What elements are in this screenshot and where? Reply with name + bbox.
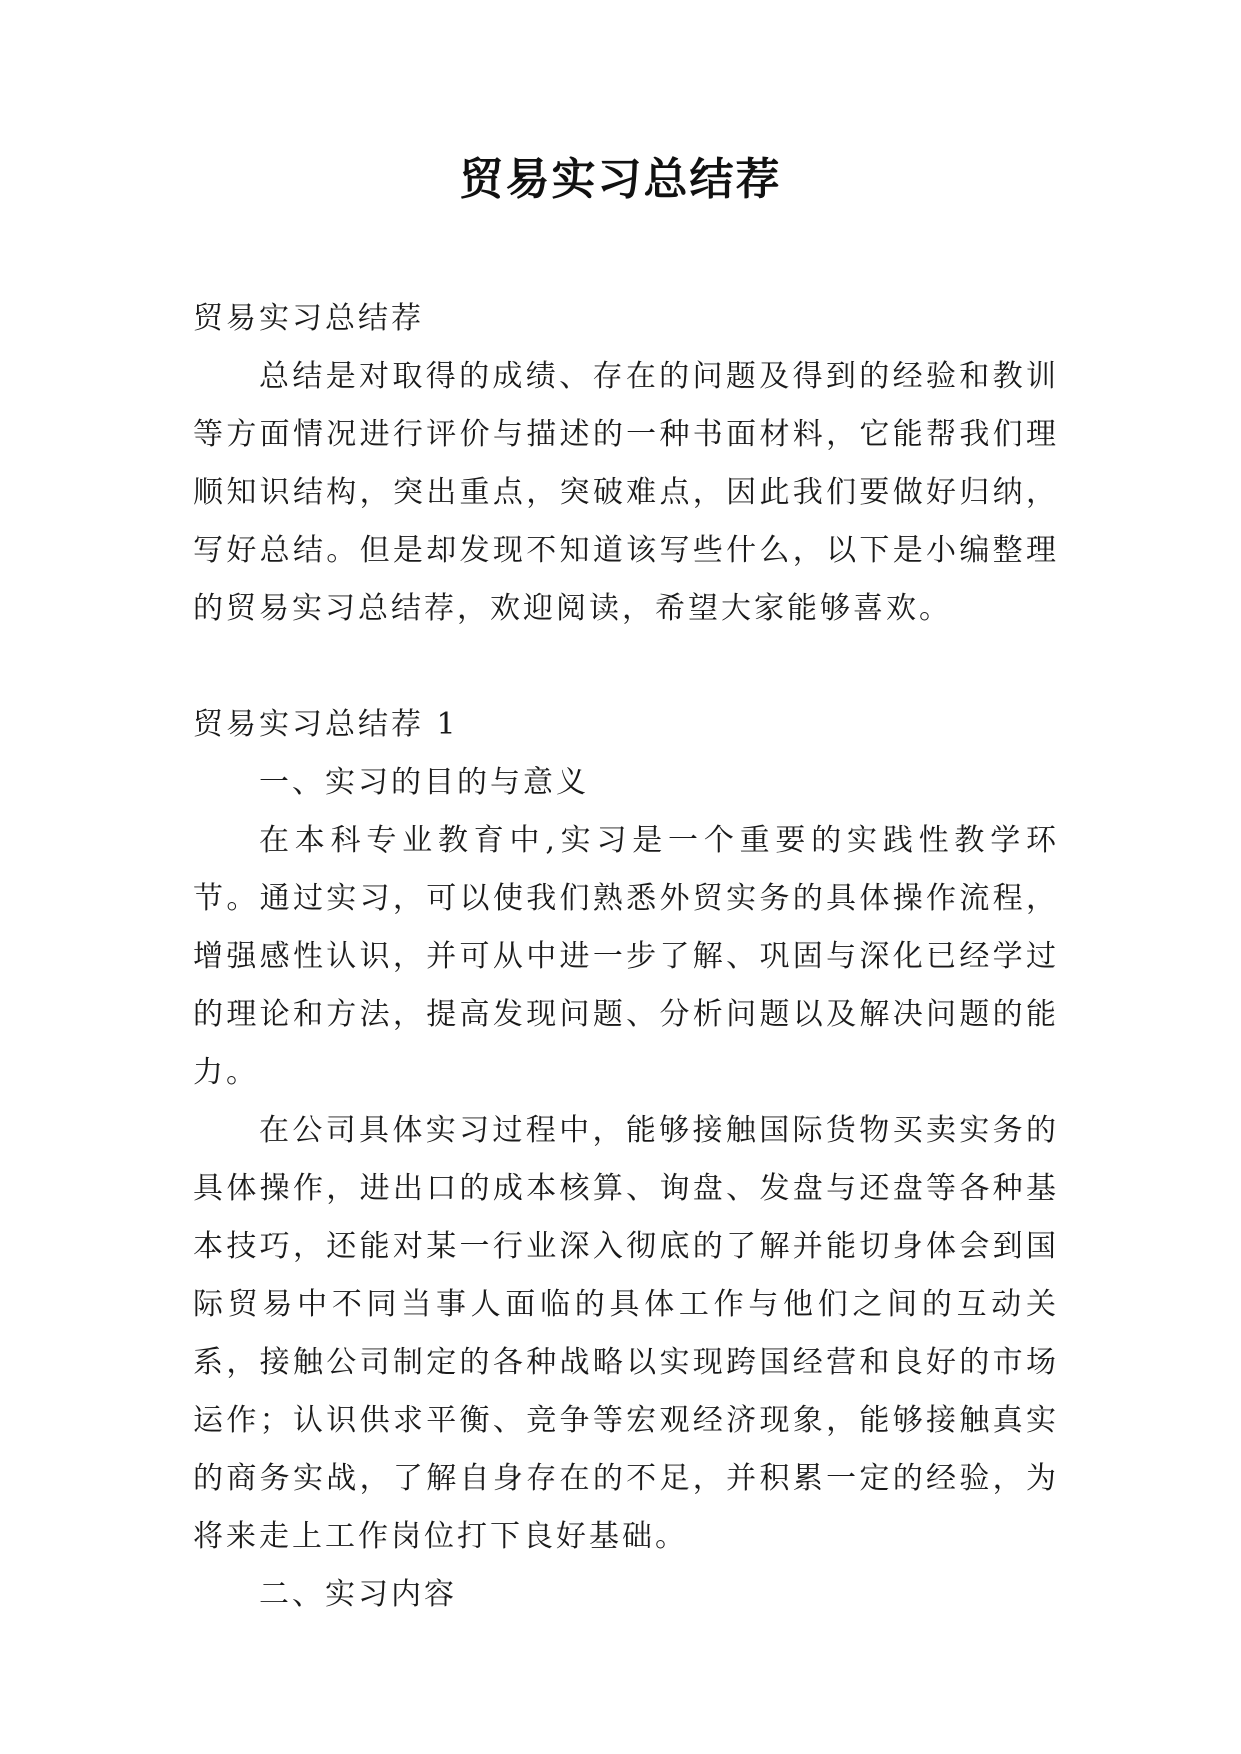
intro-paragraph: 总结是对取得的成绩、存在的问题及得到的经验和教训等方面情况进行评价与描述的一种书面材料，它能帮我们理顺知识结构，突出重点，突破难点，因此我们要做好归纳，写好总结。但是却发现不知道该写些什么，以下是小编整理的贸易实习总结荐，欢迎阅读，希望大家能够喜欢。 xyxy=(193,359,1059,626)
part-heading: 一、实习的目的与意义 xyxy=(259,765,589,800)
body-paragraph: 在公司具体实习过程中，能够接触国际货物买卖实务的具体操作，进出口的成本核算、询盘、发盘与还盘等各种基本技巧，还能对某一行业深入彻底的了解并能切身体会到国际贸易中不同当事人面临的具体工作与他们之间的互动关系，接触公司制定的各种战略以实现跨国经营和良好的市场运作；认识供求平衡、竞争等宏观经济现象，能够接触真实的商务实战，了解自身存在的不足，并积累一定的经验，为将来走上工作岗位打下良好基础。 xyxy=(193,1113,1059,1554)
body-paragraph: 在本科专业教育中,实习是一个重要的实践性教学环节。通过实习，可以使我们熟悉外贸实务的具体操作流程，增强感性认识，并可从中进一步了解、巩固与深化已经学过的理论和方法，提高发现问题、分析问题以及解决问题的能力。 xyxy=(193,823,1059,1090)
section-spacer xyxy=(193,638,1059,696)
document-subtitle: 贸易实习总结荐 xyxy=(193,301,424,336)
document-body xyxy=(193,290,1059,1624)
document-title: 贸易实习总结荐 xyxy=(459,154,782,205)
part-heading: 二、实习内容 xyxy=(259,1577,457,1612)
section-title: 贸易实习总结荐 1 xyxy=(193,707,459,742)
